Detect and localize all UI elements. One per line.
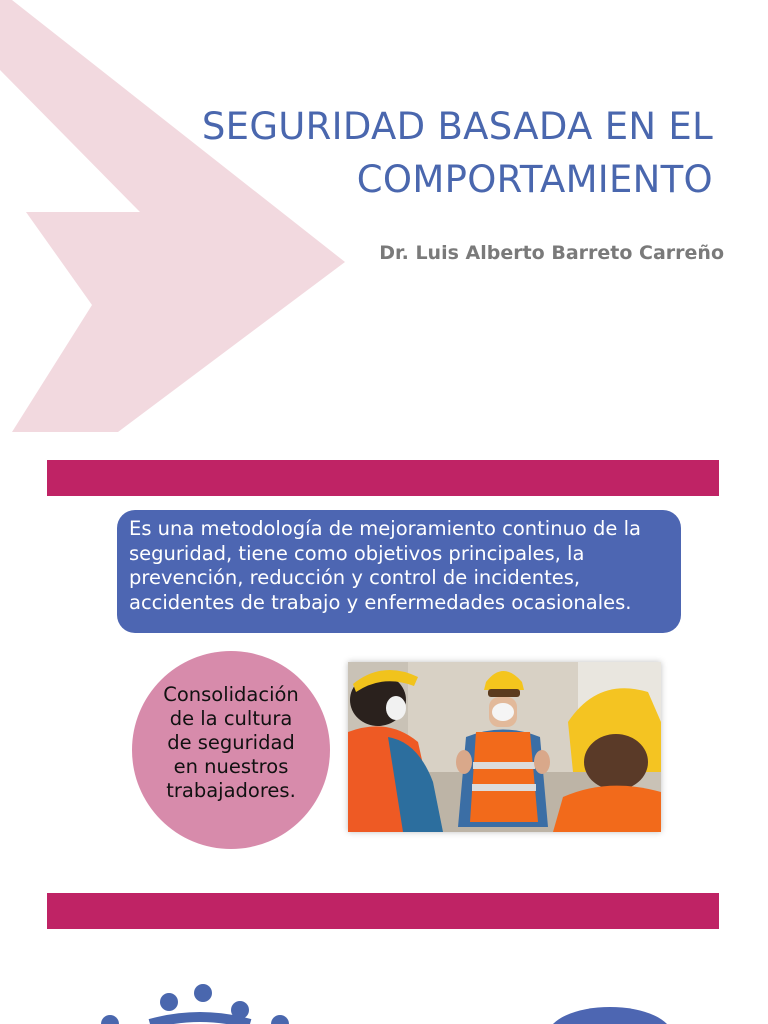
definition-box xyxy=(117,510,681,633)
bottom-divider-band xyxy=(47,893,719,929)
top-divider-band xyxy=(47,460,719,496)
author-name: Dr. Luis Alberto Barreto Carreño xyxy=(379,242,724,264)
definition-text: Es una metodología de mejoramiento continuo de la seguridad, tiene como objetivos principales, la prevención, reducción y control de incidentes, accidentes de trabajo y enfermedades ocasionales. xyxy=(129,517,641,614)
blue-arc-decoration xyxy=(540,1005,680,1024)
title-line-1: SEGURIDAD BASADA EN EL xyxy=(201,105,713,148)
title-line-2: COMPORTAMIENTO xyxy=(356,158,713,201)
culture-circle xyxy=(132,651,330,849)
circle-text: Consolidación de la cultura de seguridad en nuestros trabajadores. xyxy=(163,683,299,802)
dots-logo-decoration xyxy=(90,982,310,1024)
page-title xyxy=(202,100,713,206)
workers-illustration xyxy=(348,662,661,832)
workers-safety-photo xyxy=(348,662,661,832)
chevron-arrow-decoration xyxy=(0,0,360,440)
